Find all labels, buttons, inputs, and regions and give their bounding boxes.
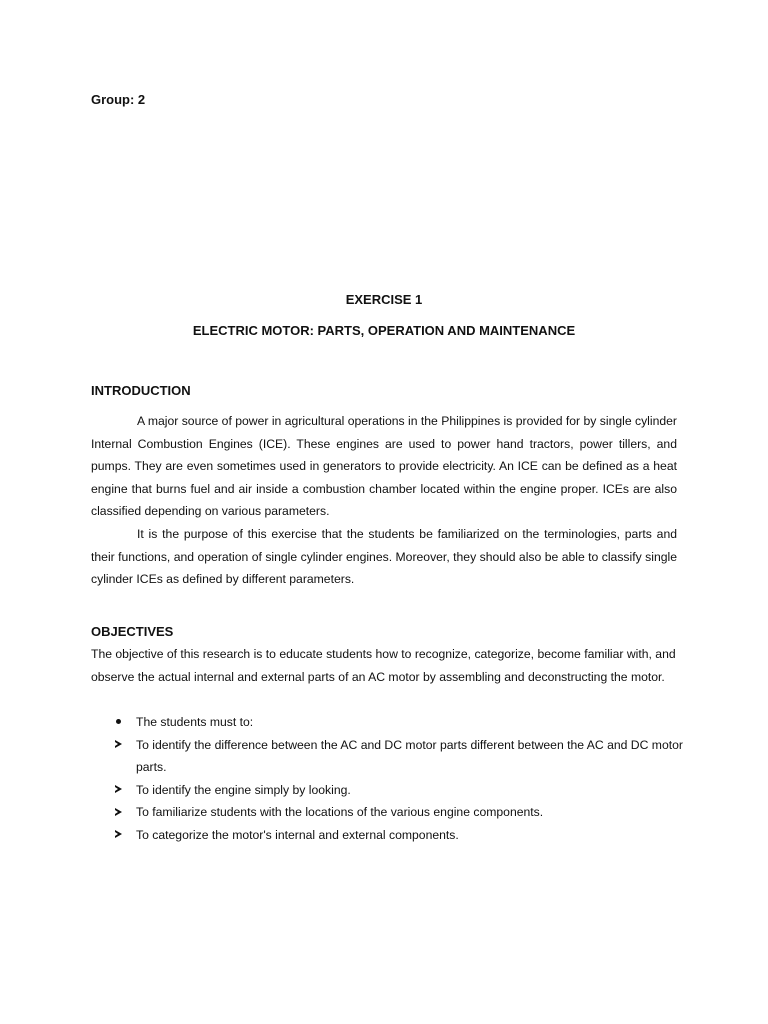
- introduction-paragraph-1: A major source of power in agricultural operations in the Philippines is provided for by single cylinder Internal Combustion Engines (ICE). These engines are used to power hand tractors, power tillers, and pumps. They are even sometimes used in generators to provide electricity. An ICE can be defined as a heat engine that burns fuel and air inside a combustion chamber located within the engine proper. ICEs are also classified depending on various parameters.: [91, 414, 677, 518]
- arrow-bullet-icon: [111, 734, 125, 757]
- list-item: [91, 824, 686, 847]
- list-item: [91, 801, 686, 824]
- arrow-bullet-icon: [111, 801, 125, 824]
- list-item-text: To identify the engine simply by looking.: [136, 782, 351, 797]
- group-label: Group: 2: [91, 92, 146, 107]
- list-item: [91, 734, 686, 779]
- objectives-paragraph: The objective of this research is to educate students how to recognize, categorize, become familiar with, and observe the actual internal and external parts of an AC motor by assembling and deconstructing the motor.: [91, 647, 676, 684]
- arrow-bullet-icon: [111, 779, 125, 802]
- objectives-list: [91, 711, 691, 846]
- bullet-dot-icon: [111, 711, 125, 734]
- list-item-text: To identify the difference between the AC and DC motor parts different between the AC and DC motor parts.: [136, 737, 683, 774]
- list-item-text: To categorize the motor's internal and external components.: [136, 827, 459, 842]
- arrow-bullet-icon: [111, 824, 125, 847]
- exercise-subtitle: ELECTRIC MOTOR: PARTS, OPERATION AND MAINTENANCE: [192, 323, 576, 338]
- list-item-text: To familiarize students with the locations of the various engine components.: [136, 805, 544, 819]
- list-item-text: The students must to:: [136, 715, 254, 729]
- objectives-heading: OBJECTIVES: [91, 624, 174, 639]
- list-item: [91, 711, 686, 734]
- exercise-title: EXERCISE 1: [345, 292, 423, 307]
- introduction-paragraph-2: It is the purpose of this exercise that the students be familiarized on the terminologies, parts and their functions, and operation of single cylinder engines. Moreover, they should also be able to classify single cylinder ICEs as defined by different parameters.: [91, 527, 677, 586]
- introduction-heading: INTRODUCTION: [91, 383, 191, 398]
- list-item: [91, 779, 686, 802]
